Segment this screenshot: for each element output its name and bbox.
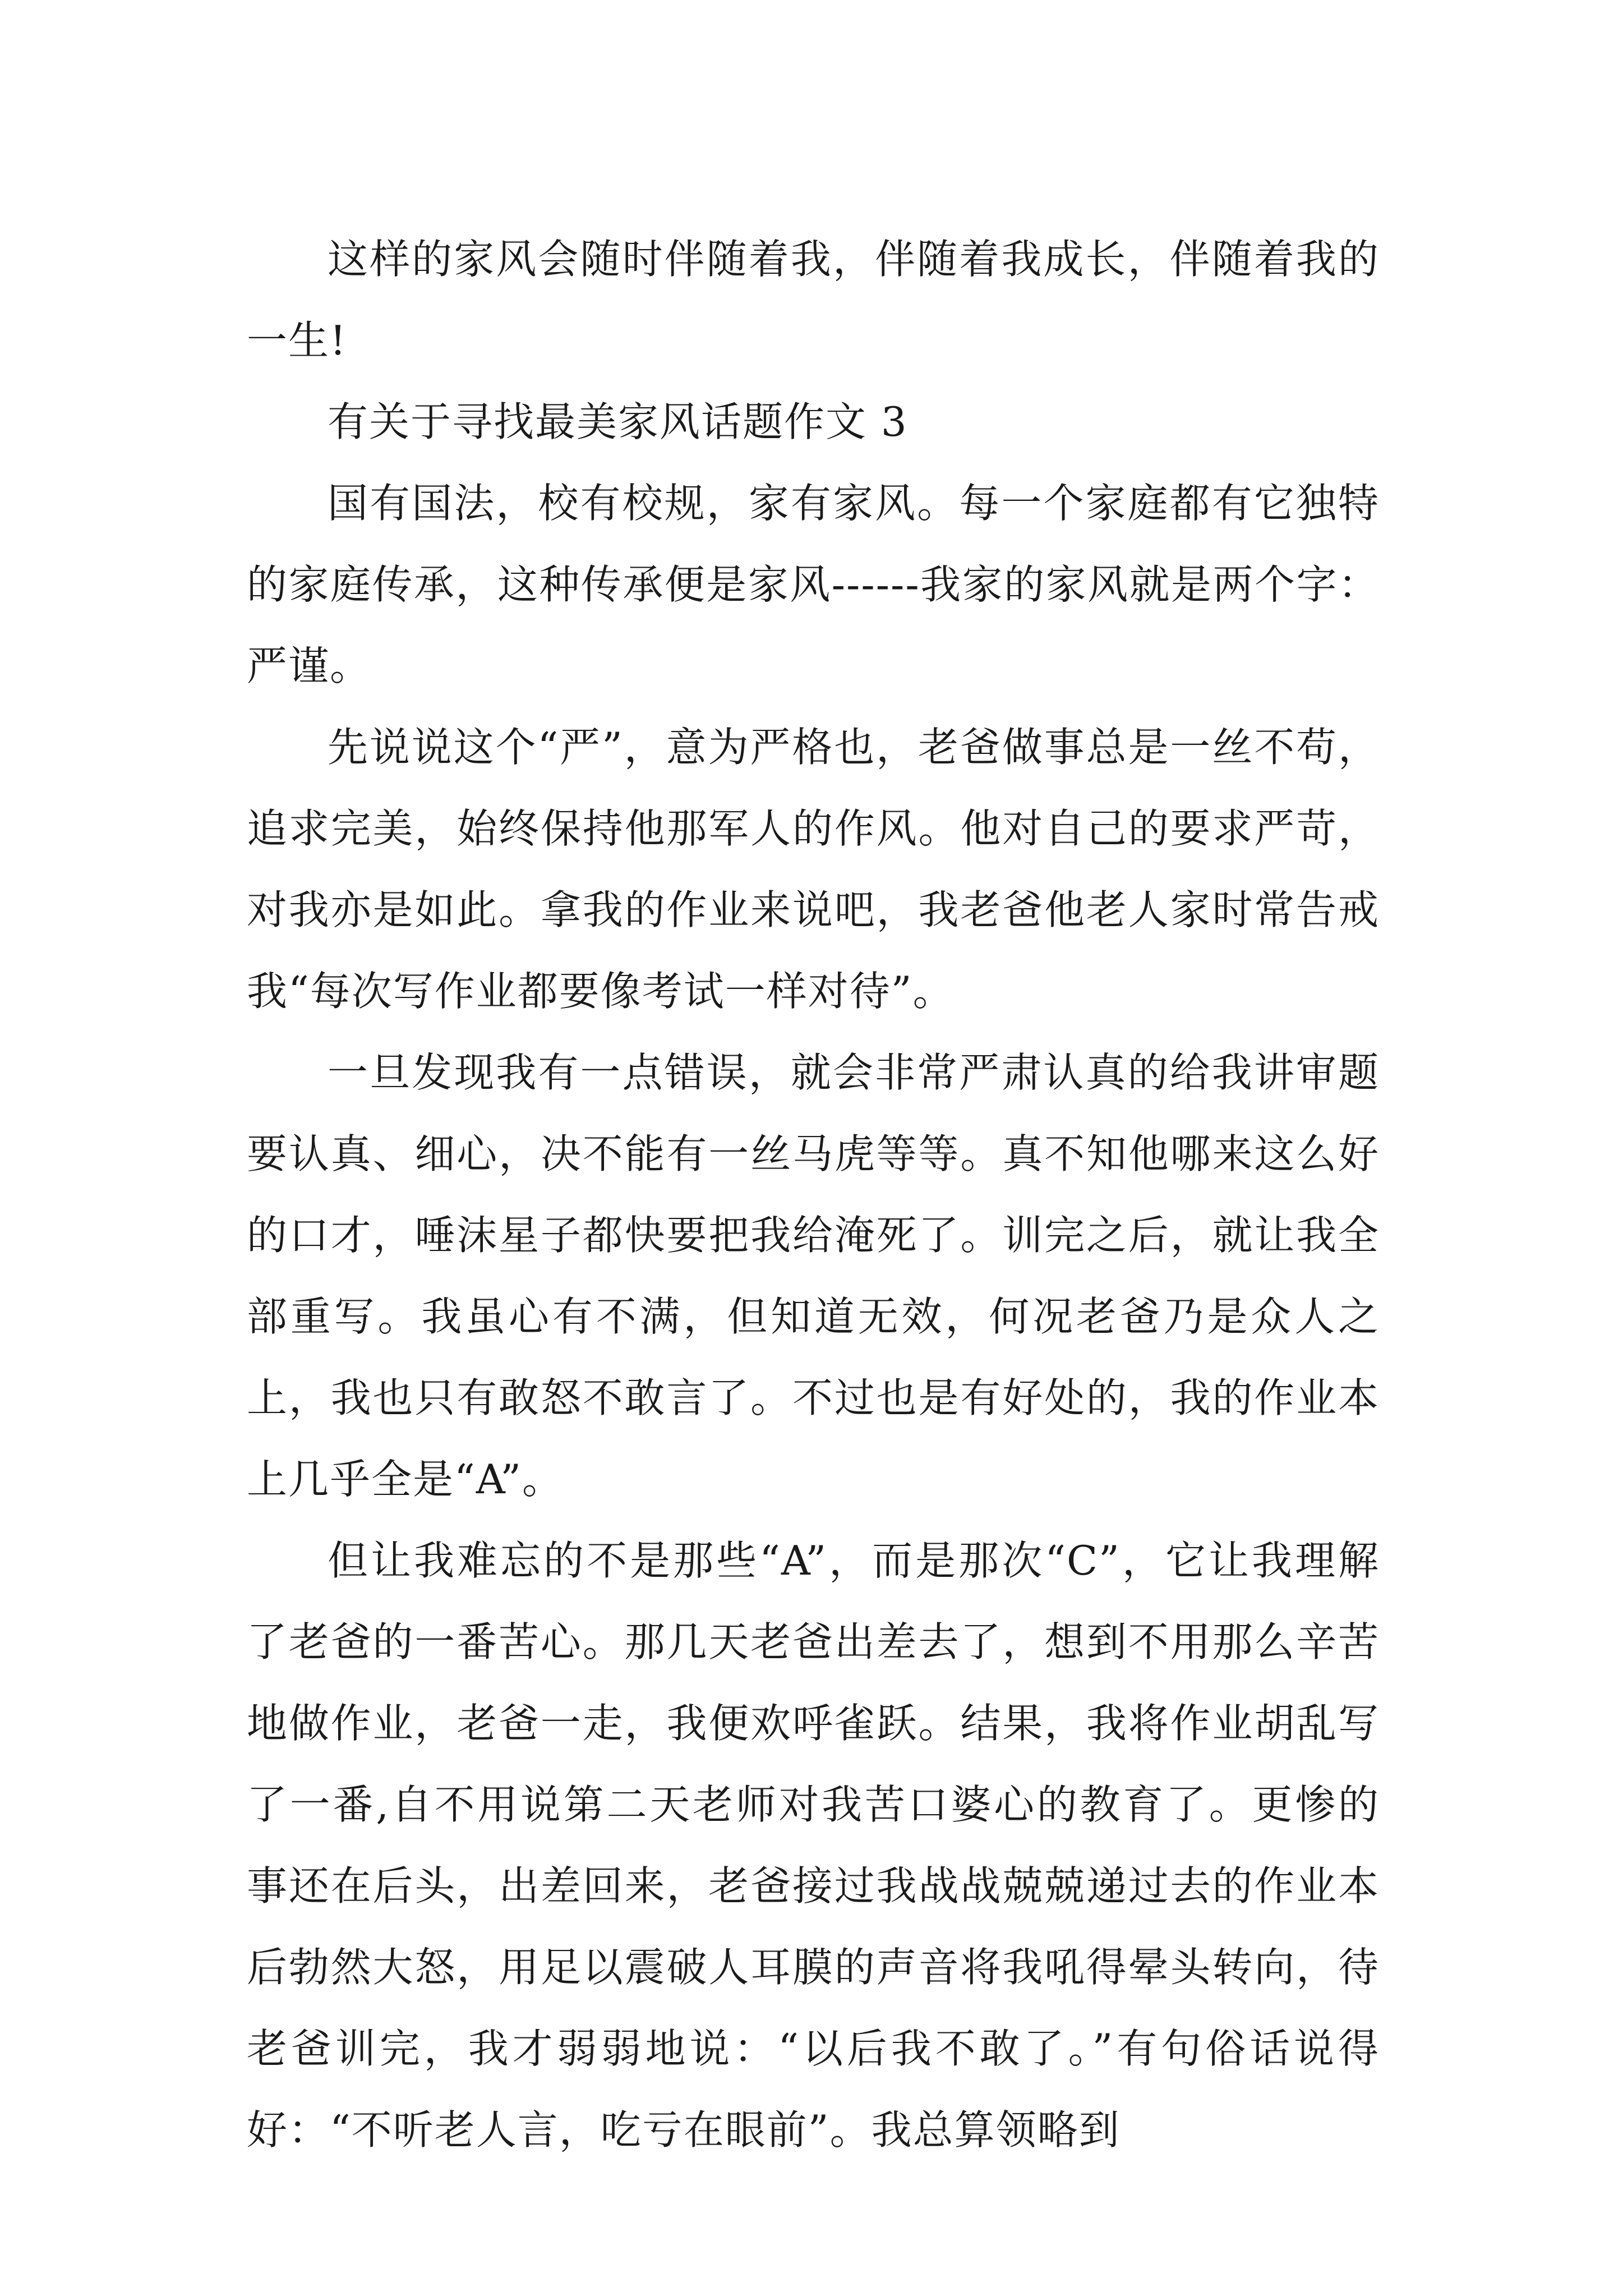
document-body [247,219,1380,2171]
paragraph-story: 但让我难忘的不是那些“A”，而是那次“C”，它让我理解了老爸的一番苦心。那几天老爸出差去了，想到不用那么辛苦地做作业，老爸一走，我便欢呼雀跃。结果，我将作业胡乱写了一番,自不用说第二天老师对我苦口婆心的教育了。更惨的事还在后头，出差回来，老爸接过我战战兢兢递过去的作业本后勃然大怒，用足以震破人耳膜的声音将我吼得晕头转向，待老爸训完，我才弱弱地说：“以后我不敢了。”有句俗话说得好：“不听老人言，吃亏在眼前”。我总算领略到 [247,1537,1380,2154]
section-heading: 有关于寻找最美家风话题作文 3 [328,398,908,445]
paragraph-mistake: 一旦发现我有一点错误，就会非常严肃认真的给我讲审题要认真、细心，决不能有一丝马虎等等。真不知他哪来这么好的口才，唾沫星子都快要把我给淹死了。训完之后，就让我全部重写。我虽心有不满，但知道无效，何况老爸乃是众人之上，我也只有敢怒不敢言了。不过也是有好处的，我的作业本上几乎全是“A”。 [247,1049,1380,1503]
paragraph-intro: 国有国法，校有校规，家有家风。每一个家庭都有它独特的家庭传承，这种传承便是家风------我家的家风就是两个字：严谨。 [247,480,1380,689]
paragraph-strict: 先说说这个“严”，意为严格也，老爸做事总是一丝不苟，追求完美，始终保持他那军人的作风。他对自己的要求严苛，对我亦是如此。拿我的作业来说吧，我老爸他老人家时常告戒我“每次写作业都要像考试一样对待”。 [247,724,1380,1015]
paragraph-closing: 这样的家风会随时伴随着我，伴随着我成长，伴随着我的一生! [247,236,1380,364]
